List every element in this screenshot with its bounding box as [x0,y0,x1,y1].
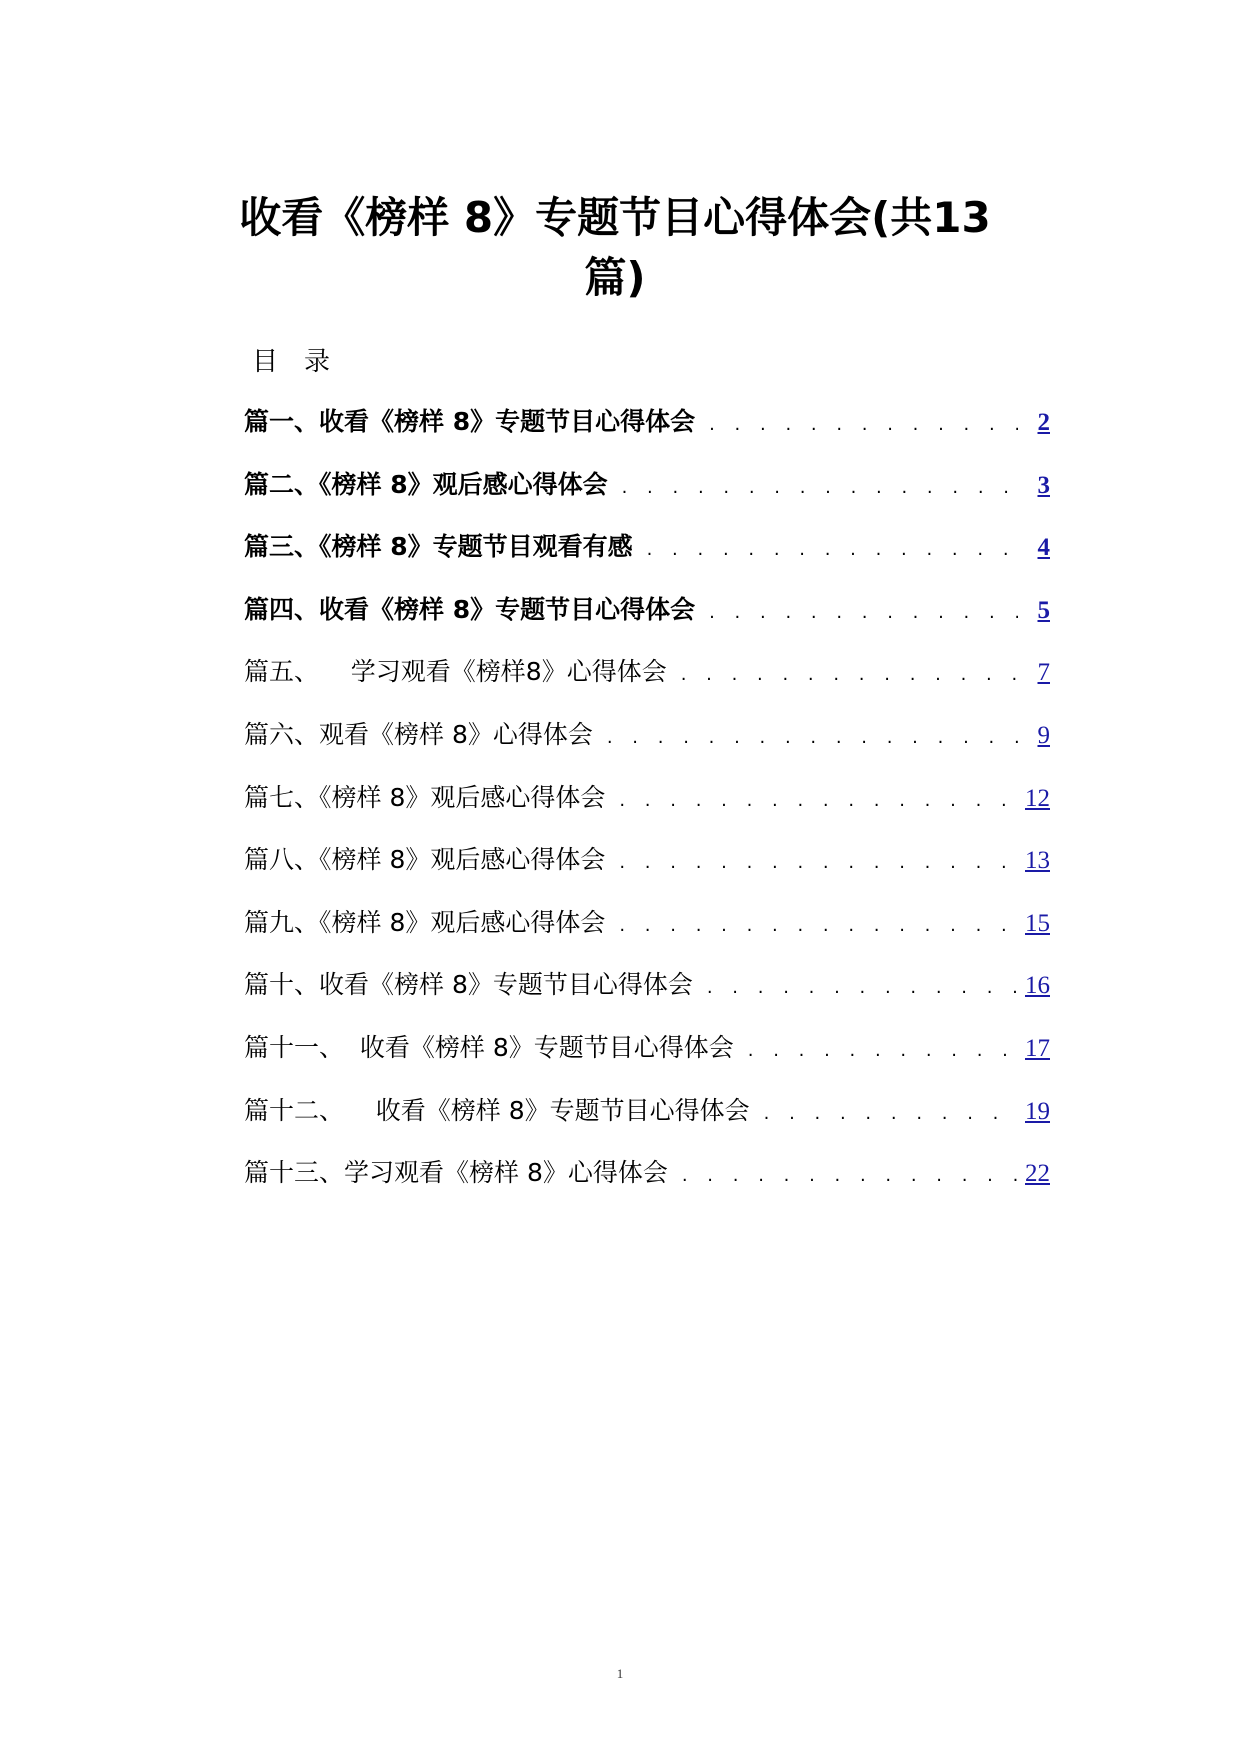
toc-leader-dots [707,977,1018,998]
toc-entry-label: 篇五、 学习观看《榜样8》心得体会 [244,657,667,687]
document-title-line-1: 收看《榜样 8》专题节目心得体会(共13 [239,193,991,242]
toc-leader-dots [682,1165,1018,1186]
toc-page-link[interactable]: 12 [1025,784,1050,812]
toc-page-link[interactable]: 9 [1037,721,1050,749]
toc-leader-dots [681,664,1018,685]
toc-entry-5 [244,652,1050,715]
toc-entry-label: 篇六、观看《榜样 8》心得体会 [244,719,593,749]
toc-leader-dots [619,852,1018,873]
toc-page-link[interactable]: 5 [1037,596,1050,624]
toc-entry-9 [244,903,1050,966]
toc-entry-label: 篇十二、 收看《榜样 8》专题节目心得体会 [244,1095,750,1125]
toc-entry-6 [244,715,1050,778]
page-number: 1 [616,1666,624,1681]
toc-leader-dots [764,1103,1018,1124]
toc-entry-label: 篇七、《榜样 8》观后感心得体会 [244,782,606,812]
toc-page-link[interactable]: 7 [1037,659,1050,687]
toc-entry-8 [244,840,1050,903]
toc-leader-dots [607,727,1018,748]
toc-page-link[interactable]: 22 [1025,1160,1050,1188]
toc-leader-dots [748,1040,1018,1061]
toc-entry-label: 篇十一、 收看《榜样 8》专题节目心得体会 [244,1032,734,1062]
toc-page-link[interactable]: 16 [1025,972,1050,1000]
document-title [200,188,1030,308]
toc-page-link[interactable]: 13 [1025,847,1050,875]
toc-entry-10 [244,965,1050,1028]
toc-entry-11 [244,1028,1050,1091]
toc-entry-4 [244,590,1050,653]
document-title-line-2: 篇) [584,253,646,302]
toc-entry-1 [244,402,1050,465]
toc-heading: 目录 [252,347,357,377]
toc-leader-dots [709,414,1018,435]
table-of-contents [244,402,1050,1216]
toc-leader-dots [647,539,1018,560]
toc-entry-label: 篇二、《榜样 8》观后感心得体会 [244,469,608,499]
toc-page-link[interactable]: 19 [1025,1097,1050,1125]
toc-entry-label: 篇十三、学习观看《榜样 8》心得体会 [244,1158,668,1188]
toc-entry-label: 篇九、《榜样 8》观后感心得体会 [244,907,606,937]
toc-entry-label: 篇一、收看《榜样 8》专题节目心得体会 [244,407,696,436]
toc-entry-13 [244,1153,1050,1216]
toc-leader-dots [619,915,1018,936]
toc-leader-dots [709,602,1018,623]
toc-leader-dots [622,477,1018,498]
toc-entry-3 [244,527,1050,590]
toc-page-link[interactable]: 2 [1037,409,1050,436]
toc-entry-2 [244,465,1050,528]
toc-page-link[interactable]: 4 [1037,534,1050,562]
toc-leader-dots [619,790,1018,811]
toc-page-link[interactable]: 17 [1025,1034,1050,1062]
toc-entry-7 [244,778,1050,841]
toc-page-link[interactable]: 3 [1037,471,1050,499]
toc-entry-label: 篇八、《榜样 8》观后感心得体会 [244,845,606,875]
toc-entry-label: 篇十、收看《榜样 8》专题节目心得体会 [244,970,693,1000]
toc-entry-12 [244,1091,1050,1154]
toc-entry-label: 篇三、《榜样 8》专题节目观看有感 [244,532,633,562]
toc-entry-label: 篇四、收看《榜样 8》专题节目心得体会 [244,594,696,624]
toc-page-link[interactable]: 15 [1025,909,1050,937]
